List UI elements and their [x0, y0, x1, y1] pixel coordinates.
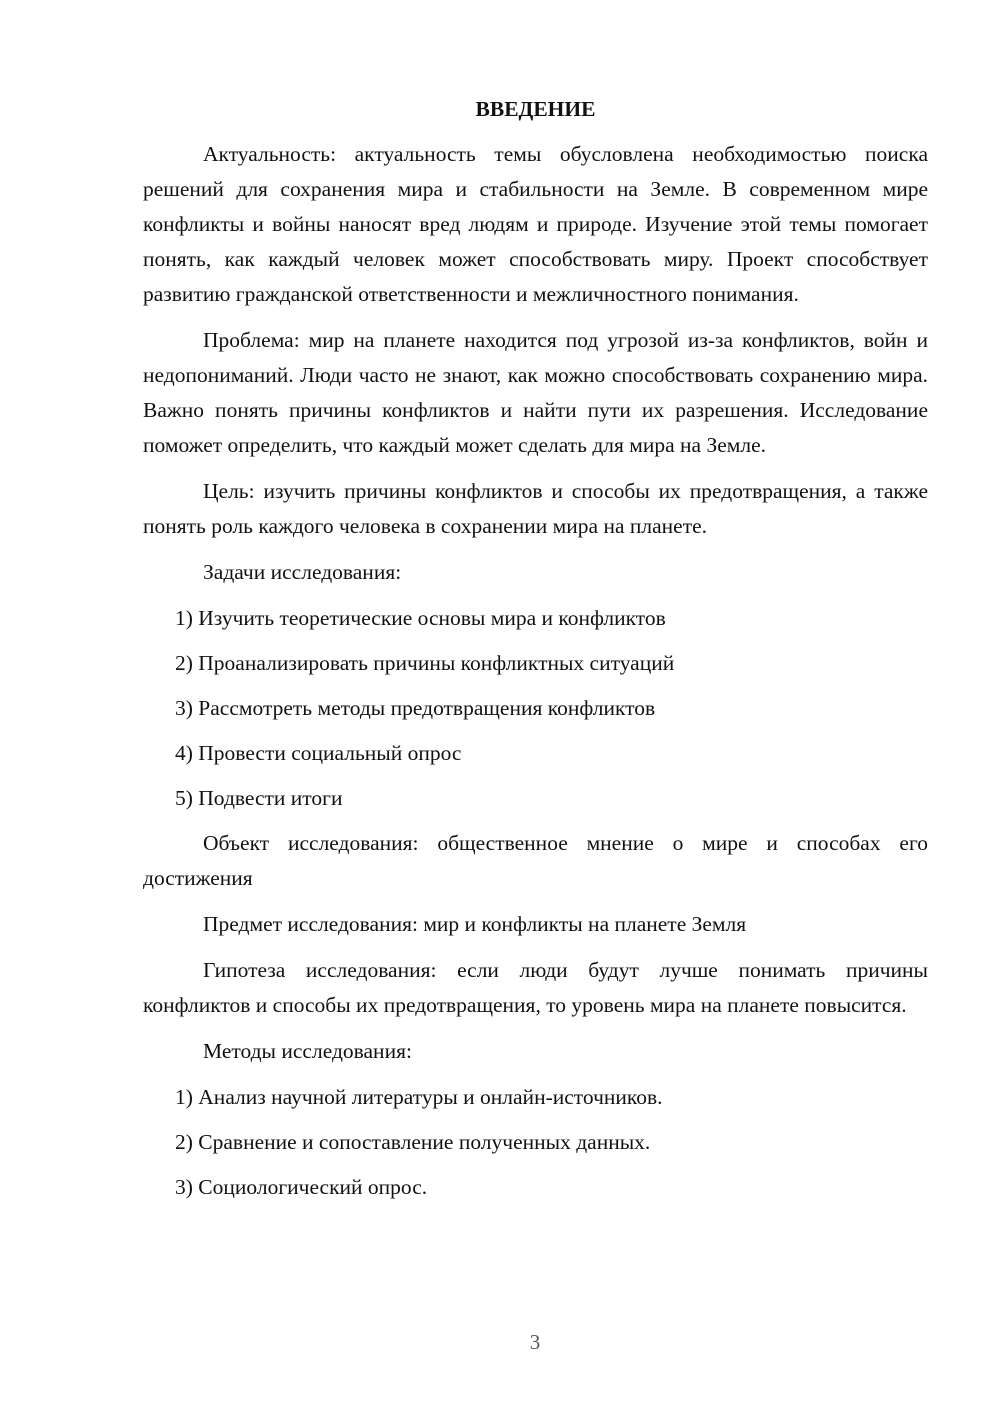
- method-item-1: 1) Анализ научной литературы и онлайн-источников.: [175, 1085, 663, 1109]
- task-item-5: 5) Подвести итоги: [175, 786, 343, 810]
- task-item-3: 3) Рассмотреть методы предотвращения конфликтов: [175, 696, 656, 720]
- method-item-2: 2) Сравнение и сопоставление полученных данных.: [175, 1130, 651, 1154]
- problem-paragraph: Проблема: мир на планете находится под угрозой из-за конфликтов, войн и недопониманий. Люди часто не знают, как можно способствовать сохранению мира. Важно понять причины конфликтов и найти пути их разрешения. Исследование поможет определить, что каждый может сделать для мира на Земле.: [143, 328, 928, 457]
- hypothesis-paragraph: Гипотеза исследования: если люди будут лучше понимать причины конфликтов и способы их предотвращения, то уровень мира на планете повысится.: [143, 958, 928, 1017]
- tasks-list: [143, 601, 928, 816]
- task-item-4: 4) Провести социальный опрос: [175, 741, 462, 765]
- task-item-2: 2) Проанализировать причины конфликтных ситуаций: [175, 651, 675, 675]
- section-heading: ВВЕДЕНИЕ: [475, 97, 596, 121]
- task-item-1: 1) Изучить теоретические основы мира и конфликтов: [175, 606, 666, 630]
- page-content: [143, 92, 928, 1215]
- object-paragraph: Объект исследования: общественное мнение о мире и способах его достижения: [143, 831, 928, 890]
- method-item-3: 3) Социологический опрос.: [175, 1175, 428, 1199]
- page-number: 3: [529, 1330, 541, 1354]
- subject-paragraph: Предмет исследования: мир и конфликты на планете Земля: [203, 912, 747, 936]
- goal-paragraph: Цель: изучить причины конфликтов и способы их предотвращения, а также понять роль каждого человека в сохранении мира на планете.: [143, 479, 928, 538]
- methods-list: [143, 1080, 928, 1205]
- methods-title: Методы исследования:: [203, 1039, 412, 1063]
- tasks-title: Задачи исследования:: [203, 560, 402, 584]
- relevance-paragraph: Актуальность: актуальность темы обусловлена необходимостью поиска решений для сохранения мира и стабильности на Земле. В современном мире конфликты и войны наносят вред людям и природе. Изучение этой темы помогает понять, как каждый человек может способствовать миру. Проект способствует развитию гражданской ответственности и межличностного понимания.: [143, 142, 928, 306]
